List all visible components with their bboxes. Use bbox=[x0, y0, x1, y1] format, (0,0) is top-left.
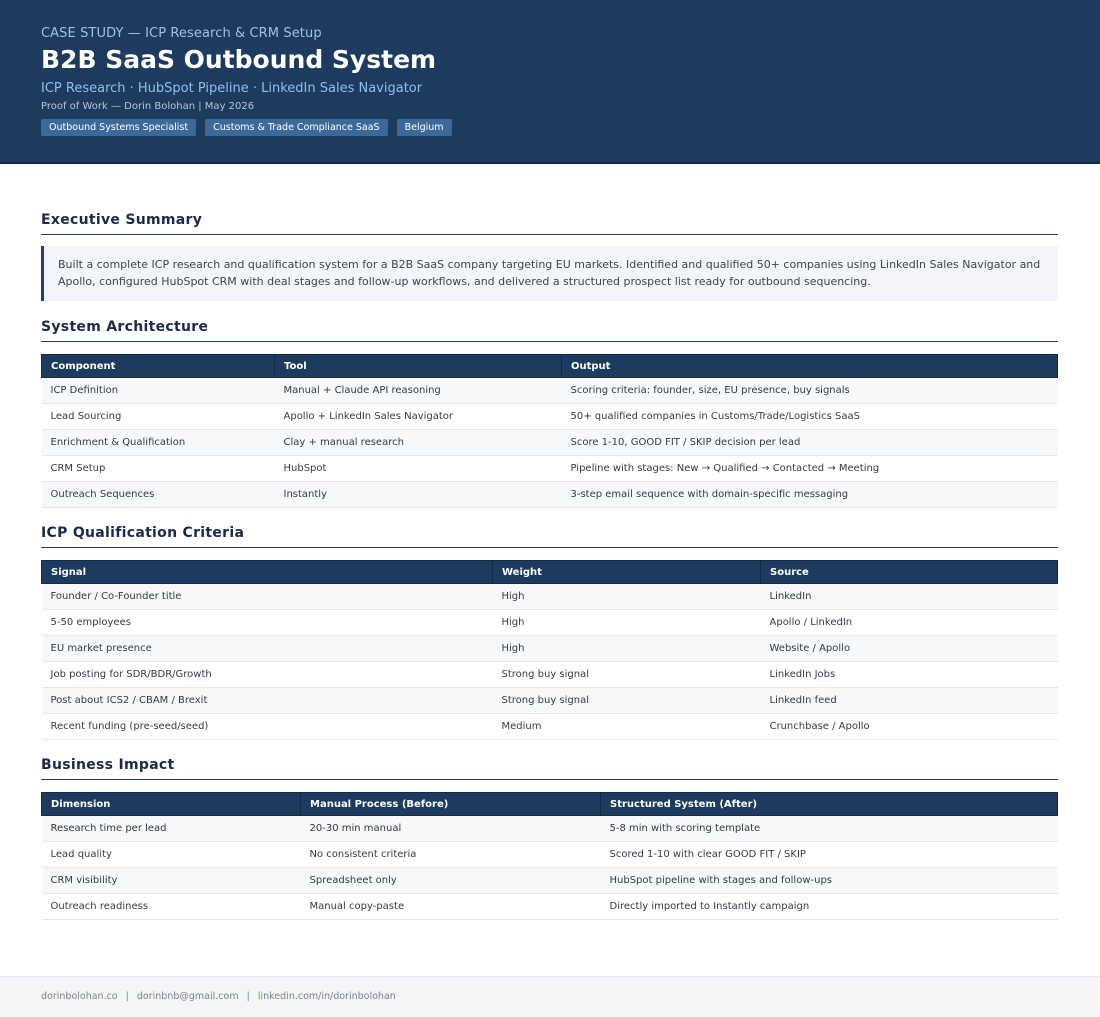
table-cell: Scored 1-10 with clear GOOD FIT / SKIP bbox=[601, 842, 1058, 868]
table-cell: No consistent criteria bbox=[301, 842, 601, 868]
table-row bbox=[42, 662, 1058, 688]
section-title-system-architecture: System Architecture bbox=[41, 319, 1058, 342]
table-cell: Instantly bbox=[275, 482, 562, 508]
table-cell: Outreach Sequences bbox=[42, 482, 275, 508]
footer-separator: | bbox=[125, 991, 129, 1002]
table-cell: 50+ qualified companies in Customs/Trade/Logistics SaaS bbox=[562, 404, 1058, 430]
impact-table bbox=[41, 792, 1058, 920]
table-row bbox=[42, 868, 1058, 894]
table-cell: 5-50 employees bbox=[42, 610, 493, 636]
table-cell: Website / Apollo bbox=[761, 636, 1058, 662]
column-header: Weight bbox=[493, 561, 761, 584]
table-row bbox=[42, 894, 1058, 920]
table-cell: Research time per lead bbox=[42, 816, 301, 842]
table-cell: Lead quality bbox=[42, 842, 301, 868]
table-cell: Manual copy-paste bbox=[301, 894, 601, 920]
table-cell: Job posting for SDR/BDR/Growth bbox=[42, 662, 493, 688]
table-cell: Post about ICS2 / CBAM / Brexit bbox=[42, 688, 493, 714]
table-cell: Recent funding (pre-seed/seed) bbox=[42, 714, 493, 740]
table-cell: HubSpot pipeline with stages and follow-ups bbox=[601, 868, 1058, 894]
table-cell: Pipeline with stages: New → Qualified → Contacted → Meeting bbox=[562, 456, 1058, 482]
column-header: Signal bbox=[42, 561, 493, 584]
table-header-row bbox=[42, 793, 1058, 816]
page-title: B2B SaaS Outbound System bbox=[41, 45, 437, 74]
main-content bbox=[41, 212, 1058, 920]
table-cell: LinkedIn bbox=[761, 584, 1058, 610]
table-cell: Apollo + LinkedIn Sales Navigator bbox=[275, 404, 562, 430]
table-cell: Spreadsheet only bbox=[301, 868, 601, 894]
table-cell: Clay + manual research bbox=[275, 430, 562, 456]
architecture-table bbox=[41, 354, 1058, 508]
table-row bbox=[42, 636, 1058, 662]
table-row bbox=[42, 430, 1058, 456]
case-study-kicker: CASE STUDY — ICP Research & CRM Setup bbox=[41, 26, 322, 41]
table-header-row bbox=[42, 355, 1058, 378]
table-cell: Apollo / LinkedIn bbox=[761, 610, 1058, 636]
section-title-business-impact: Business Impact bbox=[41, 757, 1058, 780]
table-cell: Enrichment & Qualification bbox=[42, 430, 275, 456]
criteria-table bbox=[41, 560, 1058, 740]
table-cell: Scoring criteria: founder, size, EU presence, buy signals bbox=[562, 378, 1058, 404]
table-row bbox=[42, 842, 1058, 868]
table-cell: EU market presence bbox=[42, 636, 493, 662]
column-header: Tool bbox=[275, 355, 562, 378]
column-header: Dimension bbox=[42, 793, 301, 816]
column-header: Output bbox=[562, 355, 1058, 378]
page-header bbox=[0, 0, 1100, 164]
table-cell: High bbox=[493, 584, 761, 610]
table-row bbox=[42, 610, 1058, 636]
table-cell: Directly imported to Instantly campaign bbox=[601, 894, 1058, 920]
tag-belgium: Belgium bbox=[397, 119, 452, 136]
tag-customs-saas: Customs & Trade Compliance SaaS bbox=[205, 119, 387, 136]
table-row bbox=[42, 482, 1058, 508]
table-cell: 20-30 min manual bbox=[301, 816, 601, 842]
table-cell: CRM visibility bbox=[42, 868, 301, 894]
page-subtitle: ICP Research · HubSpot Pipeline · LinkedIn Sales Navigator bbox=[41, 81, 423, 96]
footer-email-link[interactable]: dorinbnb@gmail.com bbox=[136, 991, 239, 1002]
table-cell: Lead Sourcing bbox=[42, 404, 275, 430]
table-cell: Strong buy signal bbox=[493, 662, 761, 688]
table-cell: Medium bbox=[493, 714, 761, 740]
table-cell: CRM Setup bbox=[42, 456, 275, 482]
column-header: Manual Process (Before) bbox=[301, 793, 601, 816]
table-cell: Score 1-10, GOOD FIT / SKIP decision per lead bbox=[562, 430, 1058, 456]
section-title-icp-criteria: ICP Qualification Criteria bbox=[41, 525, 1058, 548]
section-title-executive-summary: Executive Summary bbox=[41, 212, 1058, 235]
table-row bbox=[42, 816, 1058, 842]
table-cell: Manual + Claude API reasoning bbox=[275, 378, 562, 404]
column-header: Component bbox=[42, 355, 275, 378]
table-row bbox=[42, 456, 1058, 482]
table-cell: Strong buy signal bbox=[493, 688, 761, 714]
footer-contact bbox=[41, 991, 396, 1002]
table-cell: Crunchbase / Apollo bbox=[761, 714, 1058, 740]
table-cell: LinkedIn feed bbox=[761, 688, 1058, 714]
table-row bbox=[42, 404, 1058, 430]
table-row bbox=[42, 584, 1058, 610]
table-cell: High bbox=[493, 636, 761, 662]
table-cell: HubSpot bbox=[275, 456, 562, 482]
executive-summary-text: Built a complete ICP research and qualification system for a B2B SaaS company targeting EU markets. Identified and qualified 50+ companies using LinkedIn Sales Navigator and Apollo, configured HubSpot CRM with deal stages and follow-up workflows, and delivered a structured prospect list ready for outbound sequencing. bbox=[41, 246, 1058, 301]
table-cell: High bbox=[493, 610, 761, 636]
column-header: Structured System (After) bbox=[601, 793, 1058, 816]
table-cell: ICP Definition bbox=[42, 378, 275, 404]
table-row bbox=[42, 688, 1058, 714]
header-content bbox=[41, 26, 1060, 136]
table-row bbox=[42, 378, 1058, 404]
footer-linkedin-link[interactable]: linkedin.com/in/dorinbolohan bbox=[257, 991, 396, 1002]
table-header-row bbox=[42, 561, 1058, 584]
footer-website-link[interactable]: dorinbolohan.co bbox=[41, 991, 118, 1002]
table-cell: Outreach readiness bbox=[42, 894, 301, 920]
table-cell: 5-8 min with scoring template bbox=[601, 816, 1058, 842]
table-cell: LinkedIn Jobs bbox=[761, 662, 1058, 688]
table-cell: Founder / Co-Founder title bbox=[42, 584, 493, 610]
page-footer bbox=[0, 976, 1100, 1017]
table-row bbox=[42, 714, 1058, 740]
tag-outbound-specialist: Outbound Systems Specialist bbox=[41, 119, 196, 136]
author-meta: Proof of Work — Dorin Bolohan | May 2026 bbox=[41, 101, 255, 112]
tag-list bbox=[41, 119, 1060, 136]
table-cell: 3-step email sequence with domain-specific messaging bbox=[562, 482, 1058, 508]
column-header: Source bbox=[761, 561, 1058, 584]
footer-separator: | bbox=[246, 991, 250, 1002]
